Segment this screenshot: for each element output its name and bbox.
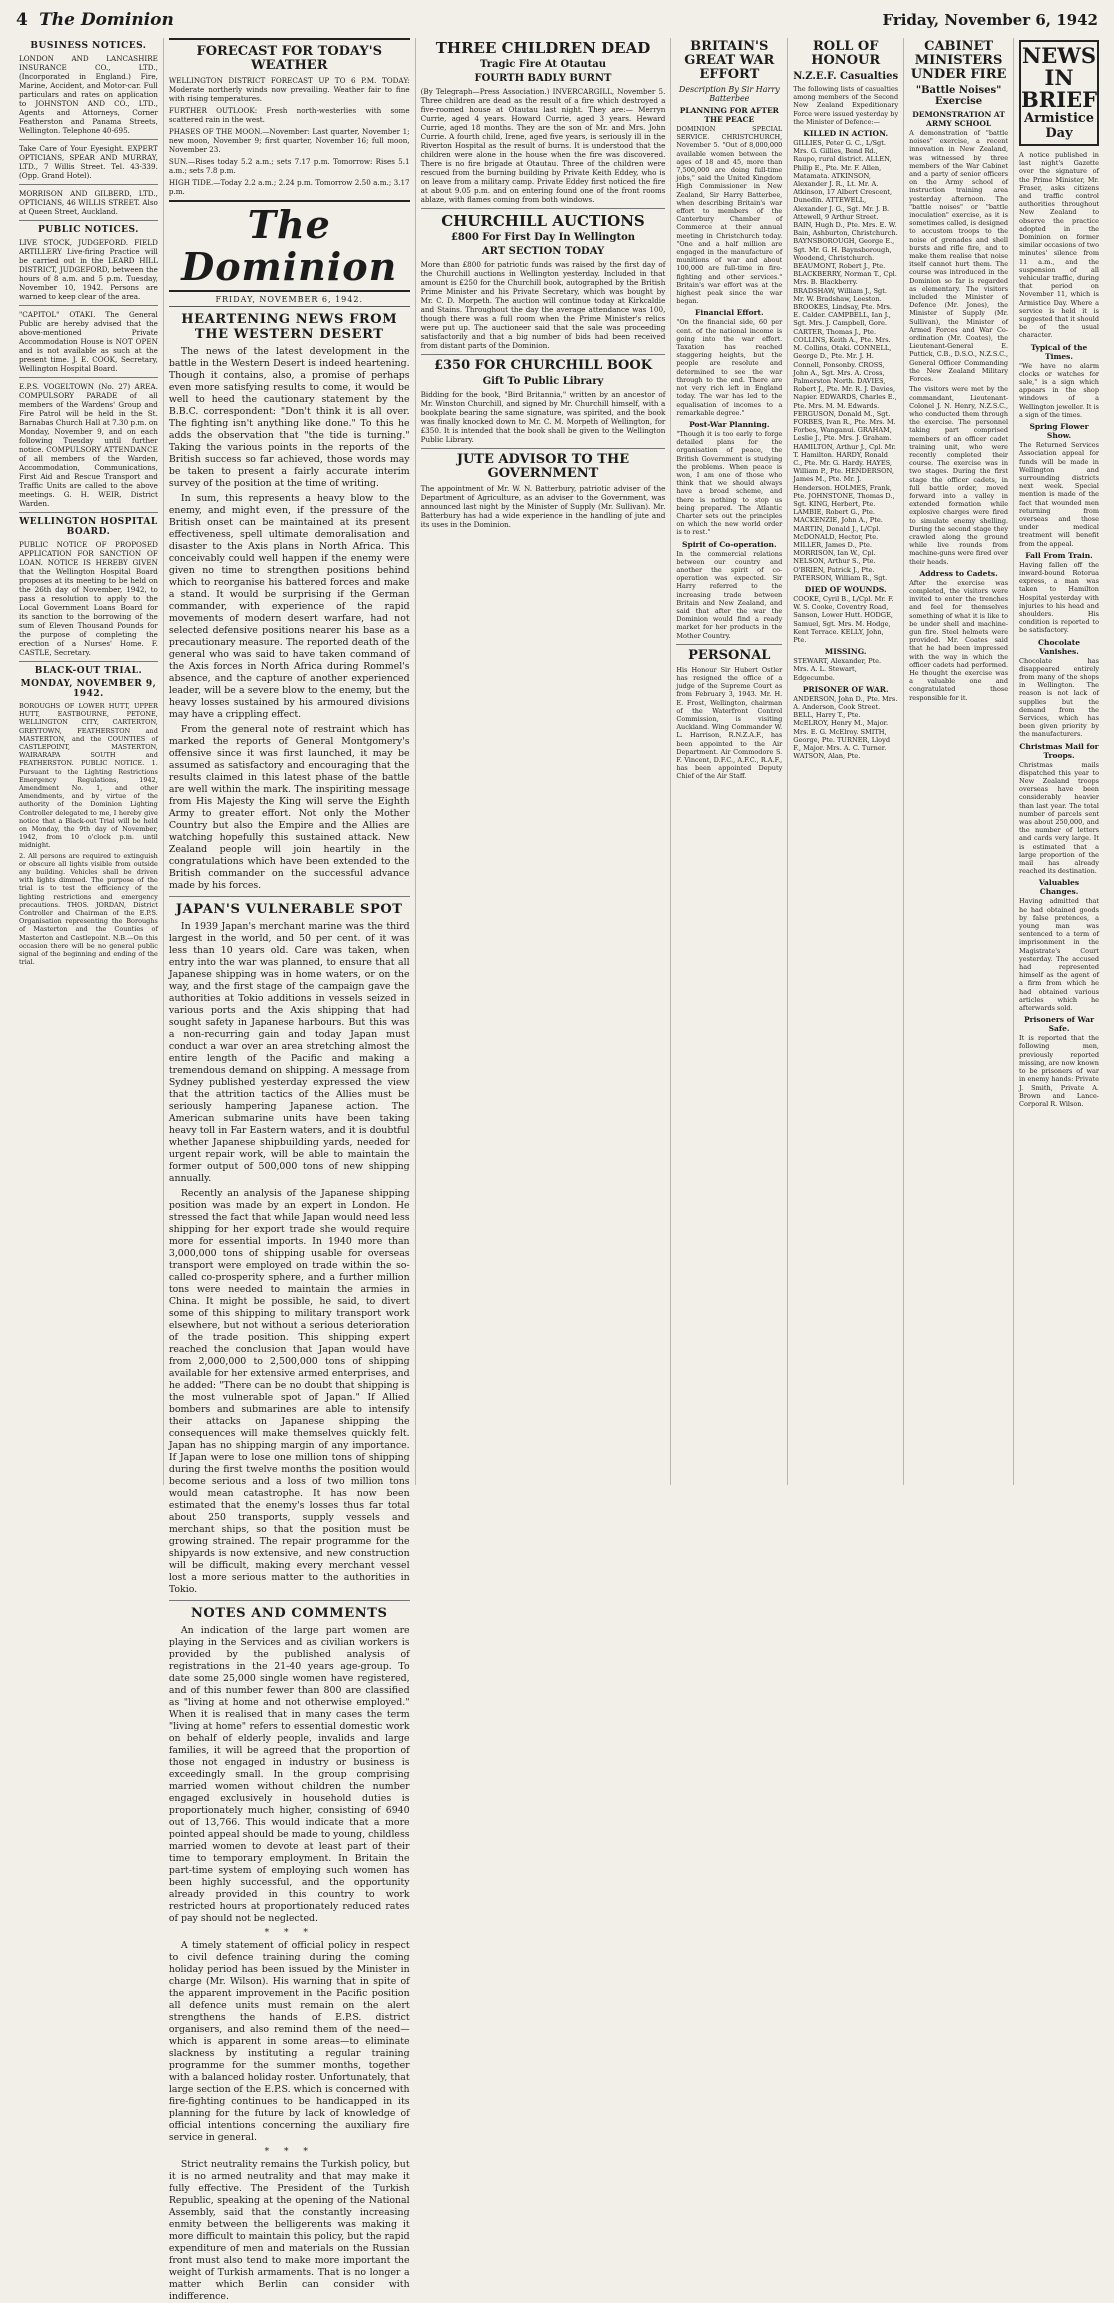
war-effort-headline: BRITAIN'S GREAT WAR EFFORT: [684, 39, 775, 82]
news-in-brief-title: NEWS IN BRIEF: [1021, 43, 1097, 112]
jute-story: The appointment of Mr. W. N. Batterbury, patriotic adviser of the Department of Agriculture, as an adviser to the Government, was announced last night by the Minister of Supply (Mr. Sullivan). Mr. Batterbury has had a wide experience in the handling of jute and its uses in the Dominion.: [420, 484, 666, 529]
divider: [169, 896, 410, 897]
fire-subhead: Tragic Fire At Otautau: [480, 59, 606, 70]
nameplate-title: The Dominion: [181, 202, 398, 289]
japan-paragraph: Recently an analysis of the Japanese shipping position was made by an expert in London. He stressed the fact that while Japan would need less shipping for her export trade she would require more for essential imports. In 1940 more than 3,000,000 tons of shipping usable for overseas transport were employed on trade within the so-called co-prosperity sphere, and a further million tons were needed to maintain the armies in China. It might be possible, he said, to divert some of this shipping to military transport work elsewhere, but not without a serious deterioration of the trade position. This shipping expert reached the conclusion that Japan would have from 2,000,000 to 2,500,000 tons of shipping available for her extensive armed enterprises, and he added: "There can be no doubt that shipping is the most vulnerable spot of Japan." If Allied bombers and submarines are able to intensify their attacks on Japanese shipping the consequences will make themselves quickly felt. Japan has no shipping margin of any importance. If Japan were to lose one million tons of shipping during the first twelve months the position would become serious and a loss of two million tons would mean catastrophe. It has now been estimated that the enemy's losses thus far total about 250 transports, supply vessels and merchant ships, so that the position must be growing strained. The repair programme for the shipyards is now extensive, and new construction will be difficult, making every merchant vessel lost a more serious matter to the authorities in Tokio.: [168, 1188, 410, 1595]
news-in-brief-subtitle: Armistice Day: [1023, 111, 1095, 141]
cabinet-story: The visitors were met by the commandant, Lieutenant-Colonel J. N. Henry, N.Z.S.C., who conducted them through the exercise. The personnel taking part comprised members of an officer cadet training unit, who were recently completed their course. The exercise was in two stages. During the first stage the officer cadets, in full battle order, moved forward into a valley in extended formation while explosive charges were fired to simulate enemy shelling. During the second stage they crawled along the ground while live rounds from machine-guns were fired over their heads.: [909, 385, 1009, 566]
forecast-district: WELLINGTON DISTRICT FORECAST UP TO 6 P.M. TODAY: Moderate northerly winds now prevailing. Weather fair to fine with rising temperatures.: [168, 76, 410, 103]
japan-headline: JAPAN'S VULNERABLE SPOT: [175, 902, 403, 917]
public-notices-header: PUBLIC NOTICES.: [37, 225, 139, 235]
notice-capitol: "CAPITOL" OTAKI. The General Public are hereby advised that the above-mentioned Private Accommodation House is NOT OPEN and is not available as such at the present time. J. E. COOK, Secretary, Wellington Hospital Board.: [19, 310, 158, 373]
war-effort-story: "On the financial side, 60 per cent. of the national income is going into the war effort. Taxation has reached staggering heights, but the people are resolute and determined to see the war through to the end. There are not very rich left in England today. The war has led to the equalisation of incomes to a remarkable degree.": [676, 318, 783, 417]
notes-headline: NOTES AND COMMENTS: [190, 1606, 388, 1621]
forecast-sun: SUN.—Rises today 5.2 a.m.; sets 7.17 p.m. Tomorrow: Rises 5.1 a.m.; sets 7.8 p.m.: [168, 157, 410, 175]
page-header: [16, 10, 1098, 32]
cabinet-story: A demonstration of "battle noises" exercise, a recent innovation in New Zealand, was witnessed by three members of the War Cabinet and a party of senior officers on the Army school of instruction training area yesterday afternoon. The "battle noises" or "battle inoculation" exercise, as it is sometimes called, is designed to accustom troops to the noise of grenades and shell bursts and rifle fire, and to make them realise that noise itself cannot hurt them. The course was introduced in the Dominion so far is regarded as elementary. The visitors included the Minister of Defence (Mr. Jones), the Minister of Supply (Mr. Sullivan), the Minister of Armed Forces and War Co-ordination (Mr. Coates), the Lieutenant-General E. Puttick, C.B., D.S.O., N.Z.S.C., General Officer Commanding the New Zealand Military Forces.: [909, 129, 1009, 384]
brief-item: It is reported that the following men, previously reported missing, are now known to be prisoners of war in enemy hands: Private J. Smith, Private A. Brown and Lance-Corporal R. Wilson.: [1019, 1034, 1099, 1108]
killed-list: GILLIES, Peter G. C., L/Sgt. Mrs. G. Gillies, Bend Rd., Raupo, rural district. ALLEN, Philip E., Pte. Mr. F. Allen, Matamata. ATKINSON, Alexander J. R., Lt. Mr. A. Atkinson, 17 Albert Crescent, Dunedin. ATTEWELL, Alexander J. G., Sgt. Mr. J. B. Attewell, 9 Arthur Street. BAIN, Hugh D., Pte. Mrs. E. W. Bain, Ashburton, Christchurch. BAYNSBOROUGH, George E., Sgt. Mr. G. H. Baynsborough, Woodend, Christchurch. BEAUMONT, Robert J., Pte. BLACKBERRY, Norman T., Cpl. Mrs. B. Blackberry. BRADSHAW, William J., Sgt. Mr. W. Bradshaw, Leeston. BROOKES, Lindsay, Pte. Mrs. E. Calder. CAMPBELL, Ian J., Sgt. Mrs. J. Campbell, Gore. CARTER, Thomas J., Pte. COLLINS, Keith A., Pte. Mrs. M. Collins, Otaki. CONNELL, George D., Pte. Mr. J. H. Connell, Ponsonby. CROSS, John A., Sgt. Mrs. A. Cross, Palmerston North. DAVIES, Robert J., Pte. Mr. R. J. Davies, Napier. EDWARDS, Charles E., Pte. Mrs. M. M. Edwards. FERGUSON, Donald M., Sgt. FORBES, Ivan R., Pte. Mrs. M. Forbes, Wanganui. GRAHAM, Leslie J., Pte. Mrs. J. Graham. HAMILTON, Arthur J., Cpl. Mr. T. Hamilton. HARDY, Ronald C., Pte. Mr. G. Hardy. HAYES, William P., Pte. HENDERSON, James M., Pte. Mr. J. Henderson. HOLMES, Frank, Pte. JOHNSTONE, Thomas D., Sgt. KING, Herbert, Pte. LAMBIE, Robert G., Pte. MACKENZIE, John A., Pte. MARTIN, Donald J., L/Cpl. McDONALD, Hector, Pte. MILLER, James D., Pte. MORRISON, Ian W., Cpl. NELSON, Arthur S., Pte. O'BRIEN, Patrick J., Pte. PATERSON, William R., Sgt.: [793, 139, 898, 582]
died-label: DIED OF WOUNDS.: [804, 584, 887, 594]
page-date: Friday, November 6, 1942: [882, 11, 1098, 29]
divider: [676, 644, 782, 645]
died-list: COOKE, Cyril B., L/Cpl. Mr. F. W. S. Cooke, Coventry Road, Sanson, Lower Hutt. HODGE, Samuel, Sgt. Mrs. M. Hodge, Kent Terrace. KELLY, John, Pte.: [793, 594, 894, 644]
book-headline: £350 FOR CHURCHILL BOOK: [433, 358, 653, 373]
cabinet-headline: CABINET MINISTERS UNDER FIRE: [910, 39, 1007, 82]
section-label: Spirit of Co-operation.: [682, 539, 777, 549]
brief-item: "We have no alarm clocks or watches for sale," is a sign which appears in the shop windows of a Wellington jeweller. It is a sign of the times.: [1019, 361, 1099, 419]
notice-eps: E.P.S. VOGELTOWN (No. 27) AREA. COMPULSORY PARADE of all members of the Wardens' Group and Fire Patrol will be held in the St. Barnabas Church Hall at 7.30 p.m. on Monday, November 9, and on each following Tuesday until further notice. COMPULSORY ATTENDANCE of all members of the Warden, Accommodation, Communications, First Aid and Rescue Transport and Traffic Units are called to the above meetings. G. H. WEIR, District Warden.: [19, 382, 158, 508]
auction-headline: CHURCHILL AUCTIONS: [441, 212, 645, 230]
fire-subhead-2: FOURTH BADLY BURNT: [474, 73, 612, 84]
cabinet-subhead-2: DEMONSTRATION AT ARMY SCHOOL: [912, 110, 1005, 128]
missing-label: MISSING.: [824, 647, 867, 657]
book-story: Bidding for the book, "Bird Britannia," written by an ancestor of Mr. Winston Churchill, and signed by Mr. Churchill himself, with a bookplate bearing the same signature, was spirited, and the book was finally knocked down to Mr. C. M. Morpeth of Wellington, for £350. It is intended that the book shall be given to the Wellington Public Library.: [420, 390, 666, 444]
column-notices: [14, 38, 164, 1485]
book-subhead: Gift To Public Library: [482, 376, 604, 387]
killed-label: KILLED IN ACTION.: [803, 129, 889, 139]
divider: [421, 208, 666, 209]
notice-blackout-2: 2. All persons are required to extinguish or obscure all lights visible from outside any building. Vehicles shall be driven with lights dimmed. The purpose of the trial is to test the efficiency of the lighting restrictions and emergency precautions. THOS. JORDAN, District Controller and Chairman of the E.P.S. Organisation representing the Boroughs of Masterton and the Counties of Masterton and Castlepoint. N.B.—On this occasion there will be no general public signal of the beginning and ending of the trial.: [19, 851, 158, 967]
brief-label: Typical of the Times.: [1030, 342, 1088, 361]
notice-blackout-1: BOROUGHS OF LOWER HUTT, UPPER HUTT, EASTBOURNE, PETONE, WELLINGTON CITY, CARTERTON, GREYTOWN, FEATHERSTON and MASTERTON, and the COUNTIES of CASTLEPOINT, MASTERTON, WAIRARAPA SOUTH and FEATHERSTON. PUBLIC NOTICE. 1. Pursuant to the Lighting Restrictions Emergency Regulations, 1942, Amendment No. 1, and other Amendments, and by virtue of the authority of the Dominion Lighting Controller delegated to me, I hereby give notice that a Black-out Trial will be held on Monday, the 9th day of November, 1942, from 10 o'clock p.m. until midnight.: [19, 702, 158, 850]
notice-insurance: LONDON AND LANCASHIRE INSURANCE CO., LTD., (Incorporated in England.) Fire, Marine, Accident, and Motor-car. Full particulars and rates on application to JOHNSTON AND CO., LTD., Agents and Attorneys, Corner Featherston and Panama Streets, Wellington. Telephone 40-695.: [19, 54, 158, 135]
divider: [19, 512, 158, 513]
notice-opticians: Take Care of Your Eyesight. EXPERT OPTICIANS, SPEAR AND MURRAY, LTD., 7 Willis Street. Tel. 43-339. (Opp. Grand Hotel).: [19, 144, 158, 180]
roll-headline: ROLL OF HONOUR: [811, 39, 881, 68]
roll-subhead: N.Z.E.F. Casualties: [793, 71, 899, 82]
section-label: Address to Cadets.: [919, 568, 998, 578]
personal-headline: PERSONAL: [688, 647, 771, 663]
personal-column: His Honour Sir Hubert Ostler has resigned the office of a judge of the Supreme Court as from February 3, 1943. Mr. H. E. Frost, Wellington, chairman of the Waterfront Control Commission, is visiting Auckland. Wing Commander W. L. Harrison, R.N.Z.A.F., has been appointed to the Air Department. Air Commodore S. F. Vincent, D.F.C., A.F.C., R.A.F., has been appointed Deputy Chief of the Air Staff.: [676, 665, 783, 781]
column-news-b: [671, 38, 788, 1485]
brief-item: Having fallen off the inward-bound Rotorua express, a man was taken to Hamilton Hospital yesterday with injuries to his head and shoulders. His condition is reported to be satisfactory.: [1019, 560, 1099, 635]
forecast-moon: PHASES OF THE MOON.—November: Last quarter, November 1; new moon, November 9; first quarter, November 16; full moon, November 23.: [168, 127, 410, 154]
section-label: Post-War Planning.: [689, 419, 770, 429]
editorial-paragraph: In sum, this represents a heavy blow to the enemy, and might even, if the pressure of the British onset can be maintained at its present effectiveness, spell ultimate demoralisation and disaster to the Axis plans in North Africa. This conceivably could well happen if the enemy were given no time to strengthen positions behind which to reorganise his battered forces and make a stand. It would be surprising if the German commander, with experience of the rapid movements of modern desert warfare, had not selected defensive positions nearer his base as a precautionary measure. The reported death of the general who was said to have taken command of the Axis forces in North Africa during Rommel's absence, and the capture of another experienced leader, will be a severe blow to the enemy, but the heavy losses sustained by his armoured divisions may have a crippling effect.: [168, 493, 410, 720]
editorial-paragraph: The news of the latest development in the battle in the Western Desert is indeed heartening. Though it contains, also, a promise of perhaps even more satisfying results to come, it would be well to heed the cautionary statement by the B.B.C. correspondent: "Don't think it is all over. The fighting isn't anything like done." To this he adds the observation that "the tide is turning." Taking the various points in the reports of the British success so far achieved, those words may be taken to present a fairly accurate interim survey of the position at the time of writing.: [168, 346, 410, 489]
weather-forecast: [169, 38, 410, 196]
brief-label: Prisoners of War Safe.: [1023, 1015, 1095, 1034]
editorial-paragraph: From the general note of restraint which has marked the reports of General Montgomery's offensive since it was first launched, it may be assumed as satisfactory and encouraging that the results claimed in this latest phase of the battle are well within the mark. The inspiriting message from His Majesty the King will serve the Eighth Army to greater effort. Not only the Mother Country but also the Empire and the Allies are watching hopefully this sustained attack. New Zealand people will join heartily in the congratulations which have been extended to the British commander on the successful advance made by his forces.: [168, 724, 410, 891]
pow-label: PRISONER OF WAR.: [802, 684, 889, 694]
war-effort-story: In the commercial relations between our country and another the spirit of co-operation was expected. Sir Harry referred to the increasing trade between Britain and New Zealand, and said that after the war the Dominion would find a ready market for her products in the Mother Country.: [676, 549, 783, 640]
jute-headline: JUTE ADVISOR TO THE GOVERNMENT: [456, 452, 630, 481]
notice-morrison: MORRISON AND GILBERD, LTD., OPTICIANS, 46 WILLIS STREET. Also at Queen Street, Auckland.: [19, 189, 158, 216]
page-number: 4: [16, 10, 28, 30]
brief-label: Christmas Mail for Troops.: [1019, 741, 1099, 760]
brief-item: Having admitted that he had obtained goods by false pretences, a young man was sentenced to a term of imprisonment in the Magistrate's Court yesterday. The accused had represented himself as the agent of a firm from which he had obtained various articles which he afterwards sold.: [1019, 897, 1099, 1013]
war-effort-byline: Description By Sir Harry Batterbee: [678, 85, 780, 103]
column-news-a: [416, 38, 672, 1485]
cabinet-subhead: "Battle Noises" Exercise: [915, 85, 1002, 107]
brief-label: Chocolate Vanishes.: [1038, 637, 1080, 656]
war-effort-subhead: PLANNING FOR AFTER THE PEACE: [679, 106, 779, 124]
blackout-date: MONDAY, NOVEMBER 9, 1942.: [20, 679, 157, 699]
brief-label: Fall From Train.: [1025, 550, 1093, 560]
notice-hospital-loan: PUBLIC NOTICE OF PROPOSED APPLICATION FOR SANCTION OF LOAN. NOTICE IS HEREBY GIVEN that the Wellington Hospital Board proposes at its meeting to be held on the 26th day of November, 1942, to pass a resolution to apply to the Local Government Loans Board for its sanction to the borrowing of the sum of Eleven Thousand Pounds for the purpose of completing the erection of a Nurses' Home. F. CASTLE, Secretary.: [19, 540, 158, 657]
divider: [19, 661, 158, 662]
brief-item: A notice published in last night's Gazette over the signature of the Prime Minister, Mr. Fraser, asks citizens and traffic control authorities throughout New Zealand to observe the practice adopted in the Dominion on former similar occasions of two minutes' silence from 11 a.m., and the suspension of all vehicular traffic, during that period on November 11, which is Armistice Day. Where a service is held it is suggested that it should be of the usual character.: [1019, 151, 1099, 340]
column-news-in-brief: [1014, 38, 1104, 1485]
page-header-left: [16, 10, 174, 30]
divider: [19, 220, 158, 221]
forecast-further: FURTHER OUTLOOK: Fresh north-westerlies with some scattered rain in the west.: [168, 106, 410, 124]
war-effort-story: "Though it is too early to forge detailed plans for the organisation of peace, the British Government is studying the problems. When peace is won, I am one of those who think that we should always have a broad scheme, and there is nothing to stop us being prepared. The Atlantic Charter sets out the principles on which the new world order is to rest.": [676, 429, 783, 537]
brief-item: The Returned Services Association appeal for funds will be made in Wellington and surrounding districts next week. Special mention is made of the fact that wounded men returning from overseas and those under medical treatment will benefit from the appeal.: [1019, 441, 1099, 548]
column-cabinet: [904, 38, 1014, 1485]
auction-story: More than £800 for patriotic funds was raised by the first day of the Churchill auctions in Wellington yesterday. Included in that amount is £250 for the Churchill book, autographed by the British Prime Minister and his Private Secretary, which was bought by Mr. C. D. Morpeth. The auction will continue today at Kirkcaldie and Stains. Throughout the day the average attendance was 100, though there was a full room when the Prime Minister's relics were put up. The auctioneer said that the sale was proceeding satisfactorily and that a big number of bids had been received from distant parts of the Dominion.: [420, 260, 666, 350]
editorial-dateline: FRIDAY, NOVEMBER 6, 1942.: [169, 295, 410, 307]
divider: [421, 354, 666, 355]
cabinet-story: After the exercise was completed, the visitors were invited to enter the trenches and feel for themselves something of what it is like to be under shell and machine-gun fire. Steel helmets were provided. Mr. Coates said that he had been impressed with the way in which the officer cadets had performed. He thought the exercise was a valuable one and congratulated those responsible for it.: [909, 578, 1009, 702]
divider: [19, 184, 158, 185]
divider: [169, 1600, 410, 1601]
brief-label: Valuables Changes.: [1038, 878, 1080, 897]
hospital-board-header: WELLINGTON HOSPITAL BOARD.: [19, 517, 158, 537]
news-in-brief-banner: [1019, 40, 1099, 146]
forecast-title: FORECAST FOR TODAY'S WEATHER: [196, 44, 382, 73]
separator-stars: * * *: [264, 2147, 314, 2157]
brief-label: Spring Flower Show.: [1029, 422, 1089, 441]
forecast-tide: HIGH TIDE.—Today 2.2 a.m.; 2.24 p.m. Tomorrow 2.50 a.m.; 3.17 p.m.: [168, 178, 410, 196]
fire-headline: THREE CHILDREN DEAD: [435, 39, 651, 57]
fire-story: (By Telegraph—Press Association.) INVERCARGILL, November 5. Three children are dead as the result of a fire which destroyed a five-roomed house at Otautau last night. They are:— Merryn Currie, aged 4 years. Howard Currie, aged 3 years. Heward Currie, aged 18 months. They are the son of Mr. and Mrs. John Currie. A fourth child, Irene, aged five years, is seriously ill in the Riverton Hospital as the result of burns. It is understood that the children were alone in the house when the fire was discovered. There is no fire brigade at Otautau. Three of the children were rescued from the burning building by Private Keith Eddey, who is on leave from a military camp. Private Eddey first noticed the fire at about 9.05 p.m. and on entering found one of the front rooms ablaze, with flames coming from both windows.: [420, 87, 666, 204]
auction-subhead: £800 For First Day In Wellington: [450, 232, 636, 243]
roll-intro: The following lists of casualties among members of the Second New Zealand Expeditionary Force were issued yesterday by the Minister of Defence:—: [793, 85, 899, 126]
business-notices-header: BUSINESS NOTICES.: [30, 41, 147, 51]
brief-item: Chocolate has disappeared entirely from many of the shops in Wellington. The reason is not lack of supplies but the demand from the Services, which has been given priority by the manufacturers.: [1019, 656, 1099, 739]
nameplate: [169, 200, 410, 292]
column-roll-of-honour: [788, 38, 904, 1485]
missing-list: STEWART, Alexander, Pte. Mrs. A. L. Stewart, Edgecumbe.: [793, 657, 882, 682]
notes-paragraph: A timely statement of official policy in respect to civil defence training during the coming holiday period has been issued by the Minister in charge (Mr. Wilson). His warning that in spite of the apparent improvement in the Pacific position all defence units must remain on the alert strengthens the hands of E.P.S. district organisers, and also remind them of the need—which is apparent in some areas—to eliminate slackness by instituting a regular training programme for the summer months, together with a balanced holiday roster. Unfortunately, that large section of the E.P.S. which is concerned with fire-fighting continues to be handicapped in its planning for the future by lack of knowledge of official intentions concerning the auxiliary fire service in general.: [168, 1940, 410, 2143]
paper-name-small: The Dominion: [39, 10, 174, 30]
notes-paragraph: Strict neutrality remains the Turkish policy, but it is no armed neutrality and that may make it fully effective. The President of the Turkish Republic, speaking at the opening of the National Assembly, said that the constantly increasing enmity between the belligerents was making it more difficult to maintain this policy, but the rapid expenditure of men and materials on the Russian front must also tend to make more important the weight of Turkish armaments. That is no longer a matter which Berlin can consider with indifference.: [168, 2159, 410, 2302]
divider: [19, 305, 158, 306]
war-effort-story: DOMINION SPECIAL SERVICE. CHRISTCHURCH, November 5. "Out of 8,000,000 available women between the ages of 18 and 45, more than 7,500,000 are doing full-time jobs," said the United Kingdom High Commissioner in New Zealand, Sir Harry Batterbee, when describing Britain's war effort to members of the Canterbury Chamber of Commerce at their annual meeting in Christchurch today. "One and a half million are engaged in the manufacture of munitions of war and about 100,000 are full-time in fire-fighting and other services." Britain's war effort was at the highest peak since the war began.: [676, 125, 783, 306]
editorial-headline: HEARTENING NEWS FROM THE WESTERN DESERT: [181, 312, 398, 342]
divider: [19, 139, 158, 140]
section-label: Financial Effort.: [695, 308, 764, 318]
notice-judgeford: LIVE STOCK, JUDGEFORD. FIELD ARTILLERY Live-firing Practice will be carried out in the LEARD HILL DISTRICT, JUDGEFORD, between the hours of 8 a.m. and 5 p.m. Tuesday, November 10, 1942. Persons are warned to keep clear of the area.: [19, 238, 158, 301]
column-editorial: [164, 38, 416, 2302]
divider: [421, 448, 666, 449]
separator-stars: * * *: [264, 1928, 314, 1938]
japan-paragraph: In 1939 Japan's merchant marine was the third largest in the world, and 50 per cent. of it was less than 10 years old. Care was taken, when entry into the war was planned, to ensure that all Japanese shipping was in home waters, or on the way, and the first stage of the campaign gave the authorities at Tokio additions in vessels seized in various ports and the Axis shipping that had sought safety in Japanese harbours. But this was a non-recurring gain and today Japan must conduct a war over an area stretching almost the entire length of the Pacific and making a tremendous demand on shipping. A message from Sydney published yesterday expressed the view that the attrition tactics of the Allies must be seriously hampering Japanese action. The American submarine units have been taking heavy toll in Far Eastern waters, and it is doubtful whether Japanese shipbuilding yards, needed for urgent repair work, will be able to maintain the former output of 500,000 tons of new shipping annually.: [168, 921, 410, 1184]
blackout-header: BLACK-OUT TRIAL.: [34, 666, 143, 676]
divider: [19, 377, 158, 378]
brief-item: Christmas mails dispatched this year to New Zealand troops overseas have been considerably heavier than last year. The total number of parcels sent was about 250,000, and the number of letters and cards very large. It is estimated that a large proportion of the mail has already reached its destination.: [1019, 760, 1099, 876]
pow-list: ANDERSON, John D., Pte. Mrs. A. Anderson, Cook Street. BELL, Harry T., Pte. McELROY, Henry M., Major. Mrs. E. G. McElroy. SMITH, George, Pte. TURNER, Lloyd F., Major. Mrs. A. C. Turner. WATSON, Alan, Pte.: [793, 694, 898, 761]
columns: [14, 38, 1104, 2302]
auction-subhead-2: ART SECTION TODAY: [481, 246, 605, 257]
notes-paragraph: An indication of the large part women are playing in the Services and as civilian workers is provided by the published analysis of registrations in the 21-40 years age-group. To date some 25,000 single women have registered, and of this number fewer than 800 are classified as "living at home and not otherwise employed." When it is realised that in many cases the term "living at home" refers to essential domestic work on behalf of elderly people, invalids and large families, it will be agreed that the proportion of those not engaged in industry or business is exceedingly small. In the group comprising married women without children the number engaged exclusively in household duties is proportionately much higher, consisting of 6940 out of 13,766. This would indicate that a more pointed appeal should be made to young, childless married women to devote at least part of their time to temporary employment. In Britain the part-time system of employing such women has been highly successful, and the opportunity already provided in this country to work restricted hours at proportionately reduced rates of pay should not be neglected.: [168, 1625, 410, 1924]
